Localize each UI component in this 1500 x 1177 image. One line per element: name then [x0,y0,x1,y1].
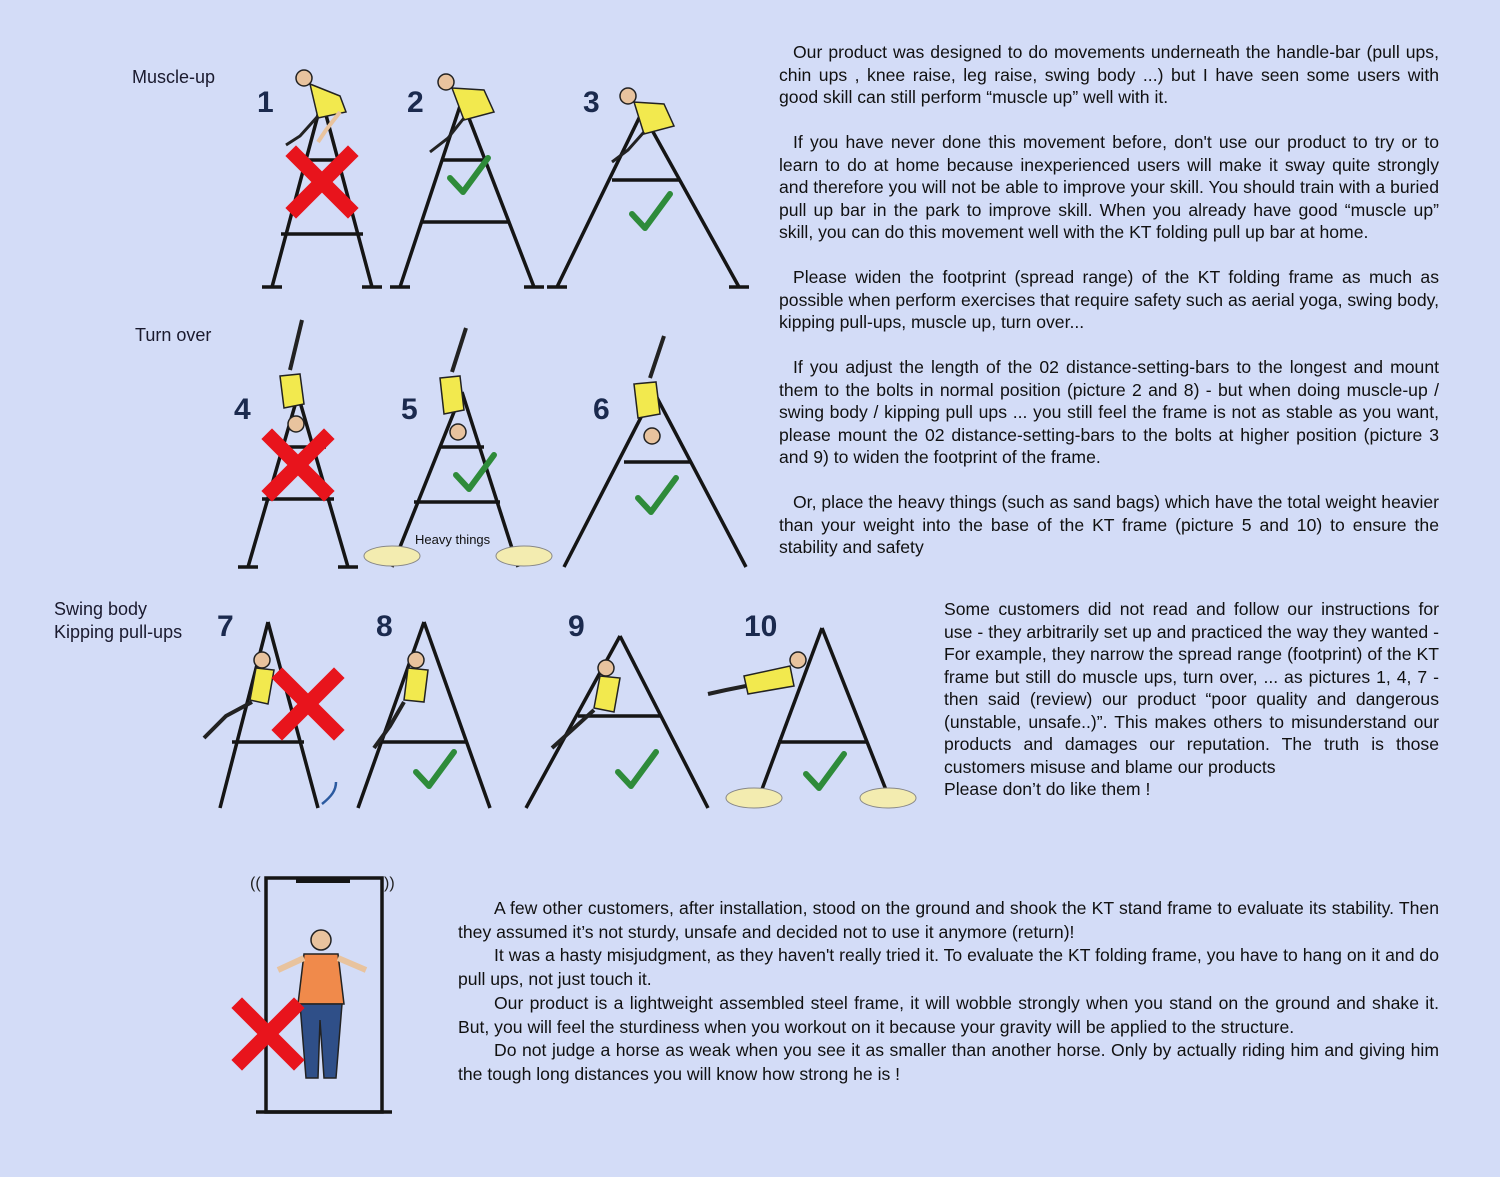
figure-2 [390,100,544,287]
athlete-9 [552,660,620,748]
shake-left-icon: (( [250,875,261,892]
paragraph-misuse: Some customers did not read and follow our instructions for use - they arbitrarily set up and practiced the way they wanted - For example, they narrow the spread range (footprint) of the KT frame but still do muscle ups, turn over, ... as pictures 1, 4, 7 - then said (review) our product “poor quality and dangerous (unstable, unsafe..)”. This makes others to misunderstand our products and damages our reputation. The truth is those customers misuse and blame our products [944,599,1439,777]
figure-1 [262,100,382,287]
label-swing-body: Swing body [54,599,148,619]
wobble-text [458,897,1439,1087]
heavy-things-label: Heavy things [415,532,491,547]
label-turn-over: Turn over [135,325,212,345]
figure-number-3: 3 [583,86,600,119]
paragraph-heavy-things: Or, place the heavy things (such as sand bags) which have the total weight heavier than your weight into the base of the KT frame (picture 5 and 10) to ensure the stability and safety [779,492,1439,557]
check-mark-10 [806,754,844,788]
check-mark-9 [618,752,656,786]
paragraph-muscle-up-design: Our product was designed to do movements underneath the handle-bar (pull ups, chin ups , knee raise, leg raise, swing body ...) but I have seen some users with good skill can still perform “muscle up” well with it. [779,42,1439,107]
figure-number-6: 6 [593,393,610,426]
athlete-7 [204,652,274,738]
cross-mark-1 [296,156,348,208]
label-muscle-up: Muscle-up [132,67,216,87]
athlete-1 [286,70,346,145]
figure-number-8: 8 [376,610,393,643]
label-kipping-pull-ups: Kipping pull-ups [54,622,183,642]
check-mark-6 [638,478,676,512]
shake-right-icon: )) [384,875,395,892]
figure-number-4: 4 [234,393,251,426]
sandbag-10-right [860,788,916,808]
cross-mark-shake [242,1008,294,1060]
paragraph-widen-footprint: Please widen the footprint (spread range) of the KT folding frame as much as possible when perform exercises that require safety such as aerial yoga, swing body, kipping pull-ups, muscle up, turn over... [779,267,1439,332]
figure-number-10: 10 [744,610,778,643]
figure-6 [564,392,746,567]
paragraph-shake-evaluation: A few other customers, after installation, stood on the ground and shook the KT stand frame to evaluate its stability. Then they assumed it’s not sturdy, unsafe and decided not to use it anymore (return)! [458,898,1439,942]
check-mark-8 [416,752,454,786]
figure-number-7: 7 [217,610,234,643]
paragraph-lightweight-frame: Our product is a lightweight assembled steel frame, it will wobble strongly when you stand on the ground and shake it. But, you will feel the sturdiness when you workout on it because your gravity will be applied to the structure. [458,992,1439,1037]
figure-number-1: 1 [257,86,274,119]
sandbag-10-left [726,788,782,808]
wobble-arrow-icon [322,782,336,804]
athlete-10 [708,652,806,694]
misuse-text [944,598,1439,801]
athlete-5 [440,328,466,440]
check-mark-3 [632,194,670,228]
sandbag-5-left [364,546,420,566]
paragraph-inexperienced-warning: If you have never done this movement before, don't use our product to try or to learn to do at home because inexperienced users will make it sway quite strongly and therefore you will not be able to improve your skill. You should train with a buried pull up bar in the park to improve skill. When you already have good “muscle up” skill, you can do this movement well with the KT folding pull up bar at home. [779,132,1439,242]
paragraph-please-dont: Please don’t do like them ! [944,779,1151,799]
figure-9 [526,636,708,808]
figure-3 [547,112,749,287]
figure-number-2: 2 [407,86,424,119]
instructions-text [779,41,1439,559]
paragraph-hasty-misjudgment: It was a hasty misjudgment, as they haven't really tried it. To evaluate the KT folding frame, you have to hang on it and do pull ups, not just touch it. [458,945,1439,990]
athlete-2 [430,74,494,152]
sandbag-5-right [496,546,552,566]
figure-number-5: 5 [401,393,418,426]
check-mark-2 [450,158,488,192]
figure-10 [758,628,890,800]
paragraph-distance-bars: If you adjust the length of the 02 distance-setting-bars to the longest and mount them to the bolts in normal position (picture 2 and 8) - but when doing muscle-up / swing body / kipping pull ups ... you still feel the frame is not as stable as you want, please mount the 02 distance-setting-bars to the bolts at higher position (picture 3 and 9) to widen the footprint of the frame. [779,357,1439,467]
athlete-6 [634,336,664,444]
figure-number-9: 9 [568,610,585,643]
paragraph-horse-proverb: Do not judge a horse as weak when you see it as smaller than another horse. Only by actually riding him and giving him the tough long distances you will know how strong he is ! [458,1040,1439,1084]
athlete-8 [374,652,428,748]
